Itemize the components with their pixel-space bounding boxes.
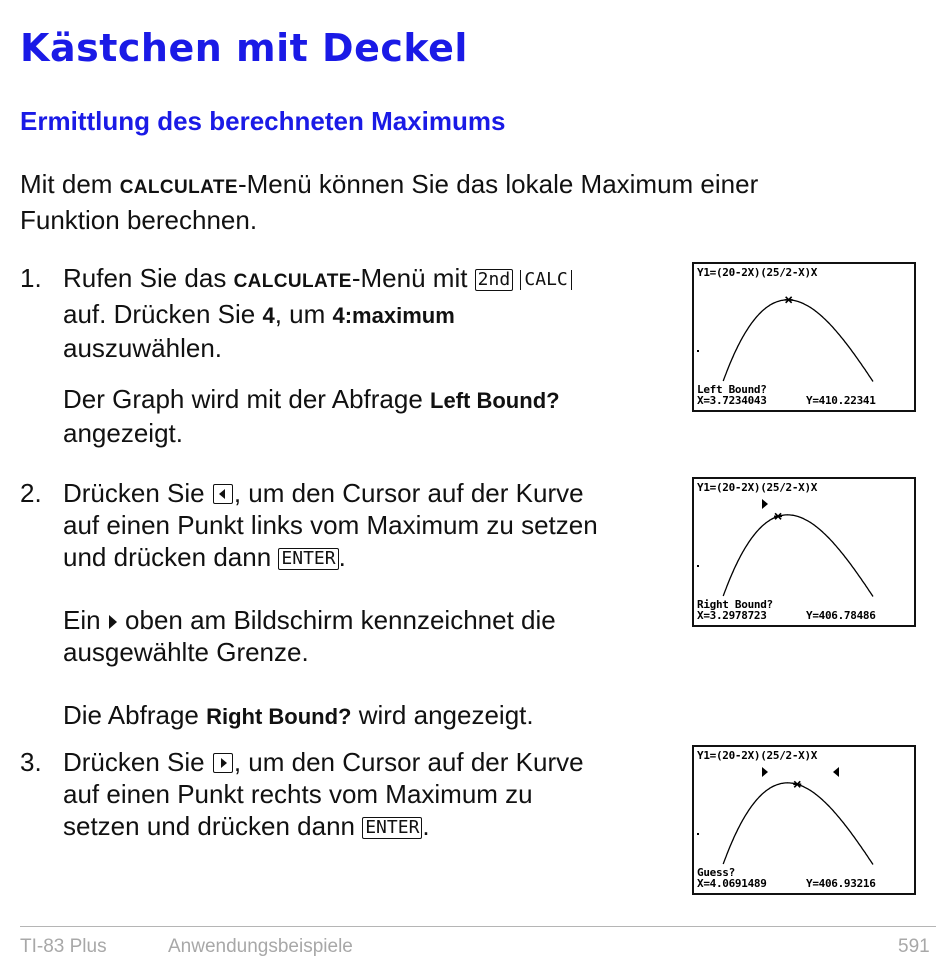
step-3-line-3a: setzen und drücken dann xyxy=(63,811,363,841)
step-1-line-2a: auf. Drücken Sie xyxy=(63,299,263,329)
axis-dot xyxy=(697,350,699,352)
intro-text-1: Mit dem xyxy=(20,169,120,199)
section-subtitle: Ermittlung des berechneten Maximums xyxy=(20,106,506,136)
footer-divider xyxy=(20,926,936,927)
trace-cursor-icon xyxy=(785,297,793,303)
page-number: 591 xyxy=(898,936,930,957)
right-bound-label: Right Bound? xyxy=(206,704,352,729)
intro-text-3: Funktion berechnen. xyxy=(20,205,258,235)
step-3-line-1a: Drücken Sie xyxy=(63,747,212,777)
step-1-note xyxy=(63,383,560,449)
screen-function: Y1=(20-2X)(25/2-X)X xyxy=(697,481,818,494)
step-2-note-1 xyxy=(63,604,556,668)
function-curve xyxy=(723,300,873,382)
screen-x-value: X=3.7234043 xyxy=(697,394,767,407)
right-bound-marker-icon xyxy=(833,767,839,777)
screen-prompt: Right Bound? xyxy=(697,598,773,611)
screen-x-value: X=4.0691489 xyxy=(697,877,767,890)
trace-cursor-icon xyxy=(793,781,801,787)
left-arrow-key-icon xyxy=(213,484,233,504)
step-2-line-1a: Drücken Sie xyxy=(63,478,212,508)
right-triangle-marker-icon xyxy=(108,613,118,631)
key-calc: CALC xyxy=(520,270,571,290)
intro-paragraph xyxy=(20,168,758,236)
footer-section: Anwendungsbeispiele xyxy=(168,936,353,957)
step-3-line-2: auf einen Punkt rechts vom Maximum zu xyxy=(63,779,533,809)
step-1-text xyxy=(63,262,572,364)
left-bound-label: Left Bound? xyxy=(430,388,560,413)
calculate-menu-label: CALCULATE xyxy=(119,177,238,198)
page-title: Kästchen mit Deckel xyxy=(20,26,468,70)
screen-y-value: Y=406.78486 xyxy=(806,609,876,622)
step-2-note-1a: Ein xyxy=(63,605,108,635)
calculate-menu-label: CALCULATE xyxy=(233,271,352,292)
function-curve xyxy=(723,515,873,597)
step-2-line-3a: und drücken dann xyxy=(63,542,279,572)
intro-text-2: -Menü können Sie das lokale Maximum einer xyxy=(237,169,759,199)
axis-dot xyxy=(697,565,699,567)
screen-prompt: Left Bound? xyxy=(697,383,767,396)
left-bound-marker-icon xyxy=(762,767,768,777)
step-1-line-1b: -Menü mit xyxy=(351,263,475,293)
key-enter: ENTER xyxy=(278,548,338,570)
step-2-text xyxy=(63,477,598,573)
step-3-line-1b: , um den Cursor auf der Kurve xyxy=(233,747,584,777)
step-2-note-1b: oben am Bildschirm kennzeichnet die xyxy=(117,605,556,635)
step-1-note-c: angezeigt. xyxy=(63,418,183,448)
screen-prompt: Guess? xyxy=(697,866,735,879)
axis-dot xyxy=(697,833,699,835)
screen-function: Y1=(20-2X)(25/2-X)X xyxy=(697,266,818,279)
key-enter: ENTER xyxy=(362,817,422,839)
right-arrow-key-icon xyxy=(213,753,233,773)
calculator-screen xyxy=(692,477,916,627)
key-4-label: 4 xyxy=(262,303,275,328)
step-2-line-3b: . xyxy=(338,542,346,572)
step-2-note-1c: ausgewählte Grenze. xyxy=(63,637,309,667)
step-1-line-2c: , um xyxy=(274,299,333,329)
trace-cursor-icon xyxy=(774,513,782,519)
calculator-screen xyxy=(692,745,916,895)
step-number: 3. xyxy=(20,747,42,777)
step-1-line-3: auszuwählen. xyxy=(63,333,222,363)
function-curve xyxy=(723,783,873,865)
step-2-line-1b: , um den Cursor auf der Kurve xyxy=(233,478,584,508)
step-3-line-3b: . xyxy=(422,811,430,841)
key-2nd: 2nd xyxy=(475,269,514,291)
footer-product: TI-83 Plus xyxy=(20,936,107,957)
step-number: 1. xyxy=(20,263,42,293)
step-1-note-a: Der Graph wird mit der Abfrage xyxy=(63,384,431,414)
step-number: 2. xyxy=(20,478,42,508)
screen-function: Y1=(20-2X)(25/2-X)X xyxy=(697,749,818,762)
step-2-note-2a: Die Abfrage xyxy=(63,700,207,730)
step-2-note-2c: wird angezeigt. xyxy=(351,700,534,730)
screen-y-value: Y=410.22341 xyxy=(806,394,876,407)
calculator-screen xyxy=(692,262,916,412)
step-2-note-2 xyxy=(63,699,534,733)
left-bound-marker-icon xyxy=(762,499,768,509)
step-2-line-2: auf einen Punkt links vom Maximum zu setzen xyxy=(63,510,598,540)
screen-x-value: X=3.2978723 xyxy=(697,609,767,622)
screen-y-value: Y=406.93216 xyxy=(806,877,876,890)
step-1-line-1a: Rufen Sie das xyxy=(63,263,234,293)
step-3-text xyxy=(63,746,584,842)
maximum-option-label: 4:maximum xyxy=(332,303,455,328)
